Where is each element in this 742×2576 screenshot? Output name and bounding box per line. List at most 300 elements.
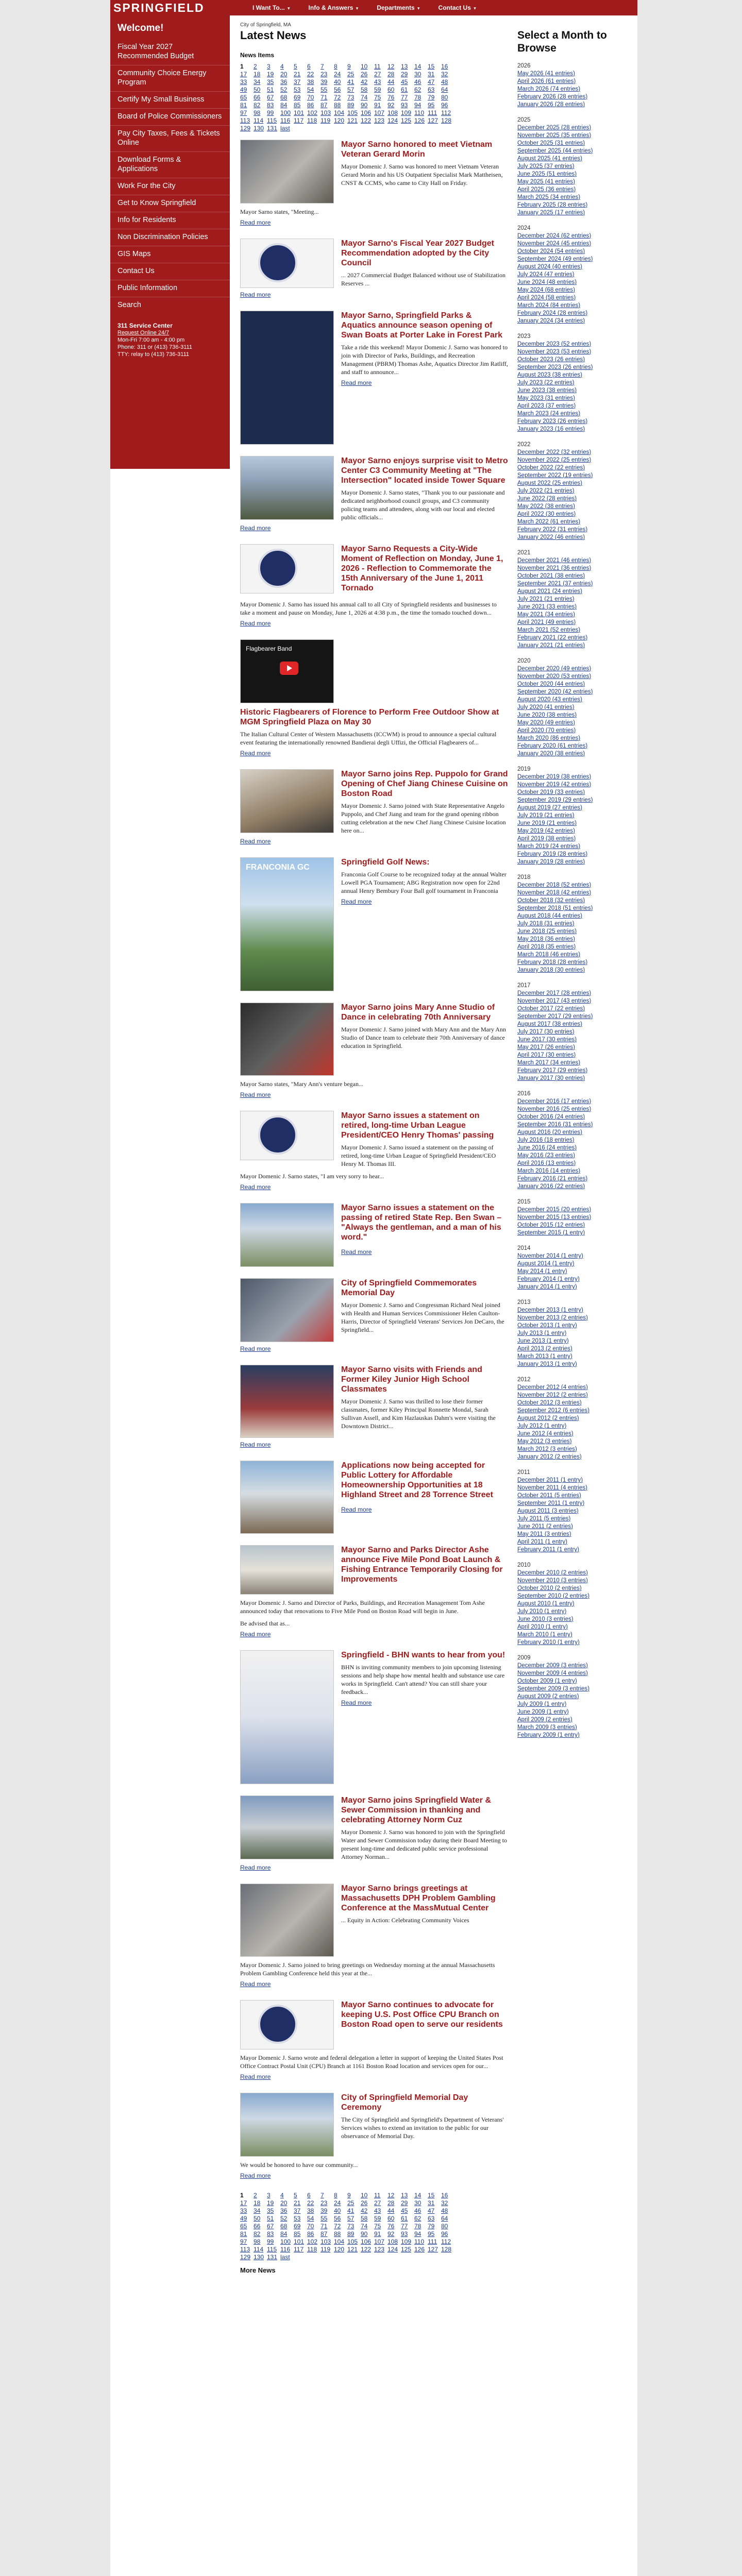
pager-page-link[interactable]: 87 — [321, 2230, 328, 2238]
more-news-link[interactable]: More News — [240, 2266, 276, 2274]
pager-page-link[interactable]: 70 — [307, 2223, 314, 2230]
pager-page-link[interactable]: 130 — [254, 2253, 264, 2261]
news-photo[interactable] — [240, 1461, 334, 1534]
archive-month-link[interactable]: February 2018 (28 entries) — [517, 959, 588, 965]
pager-page-link[interactable]: 53 — [294, 86, 301, 93]
pager-page-link[interactable]: 84 — [280, 101, 288, 109]
archive-month-link[interactable]: December 2012 (4 entries) — [517, 1384, 588, 1391]
pager-page-link[interactable]: 72 — [334, 2223, 341, 2230]
archive-month-link[interactable]: November 2011 (4 entries) — [517, 1485, 587, 1491]
pager-page-link[interactable]: 59 — [374, 2215, 381, 2222]
sidebar-item-get-to-know[interactable]: Get to Know Springfield — [110, 195, 230, 212]
archive-month-link[interactable]: June 2023 (38 entries) — [517, 387, 577, 394]
news-photo[interactable] — [240, 769, 334, 833]
pager-page-link[interactable]: 12 — [387, 63, 395, 70]
pager-page-link[interactable]: 34 — [254, 2207, 261, 2214]
archive-month-link[interactable]: December 2017 (28 entries) — [517, 990, 592, 996]
pager-page-link[interactable]: 124 — [387, 117, 398, 124]
archive-month-link[interactable]: February 2022 (31 entries) — [517, 527, 588, 533]
archive-month-link[interactable]: September 2016 (31 entries) — [517, 1122, 593, 1128]
pager-page-link[interactable]: 99 — [267, 109, 274, 116]
pager-page-link[interactable]: 21 — [294, 2199, 301, 2207]
pager-page-link[interactable]: 51 — [267, 86, 274, 93]
pager-page-link[interactable]: 19 — [267, 2199, 274, 2207]
archive-month-link[interactable]: July 2016 (18 entries) — [517, 1137, 575, 1143]
pager-page-link[interactable]: 89 — [347, 101, 355, 109]
pager-page-link[interactable]: 12 — [387, 2192, 395, 2199]
archive-month-link[interactable]: September 2010 (2 entries) — [517, 1593, 590, 1599]
archive-month-link[interactable]: October 2009 (1 entry) — [517, 1678, 577, 1684]
news-title[interactable]: Mayor Sarno issues a statement on retired, long-time Urban League President/CEO Henry Thomas' passing — [341, 1111, 494, 1140]
archive-month-link[interactable]: May 2014 (1 entry) — [517, 1268, 567, 1275]
archive-month-link[interactable]: November 2009 (4 entries) — [517, 1670, 588, 1676]
pager-page-link[interactable]: 66 — [254, 94, 261, 101]
pager-page-link[interactable]: 2 — [254, 2192, 257, 2199]
read-more-link[interactable]: Read more — [240, 620, 271, 627]
archive-month-link[interactable]: November 2012 (2 entries) — [517, 1392, 588, 1398]
pager-page-link[interactable]: 32 — [441, 2199, 448, 2207]
pager-page-link[interactable]: 45 — [401, 78, 408, 86]
pager-page-link[interactable]: 55 — [321, 86, 328, 93]
archive-month-link[interactable]: August 2010 (1 entry) — [517, 1601, 575, 1607]
archive-month-link[interactable]: August 2023 (38 entries) — [517, 372, 582, 378]
archive-month-link[interactable]: June 2010 (3 entries) — [517, 1616, 574, 1622]
pager-page-link[interactable]: 53 — [294, 2215, 301, 2222]
pager-page-link[interactable]: 81 — [240, 101, 247, 109]
pager-page-link[interactable]: 48 — [441, 2207, 448, 2214]
pager-page-link[interactable]: 44 — [387, 78, 395, 86]
pager-page-link[interactable]: 60 — [387, 2215, 395, 2222]
archive-month-link[interactable]: September 2015 (1 entry) — [517, 1230, 585, 1236]
archive-month-link[interactable]: December 2009 (3 entries) — [517, 1663, 588, 1669]
pager-page-link[interactable]: 78 — [414, 94, 421, 101]
pager-page-link[interactable]: 83 — [267, 101, 274, 109]
pager-page-link[interactable]: 81 — [240, 2230, 247, 2238]
pager-page-link[interactable]: 11 — [374, 63, 381, 70]
pager-page-link[interactable]: 130 — [254, 125, 264, 132]
archive-month-link[interactable]: October 2019 (33 entries) — [517, 789, 585, 795]
pager-page-link[interactable]: 95 — [428, 101, 435, 109]
archive-month-link[interactable]: February 2014 (1 entry) — [517, 1276, 580, 1282]
pager-page-link[interactable]: 79 — [428, 2223, 435, 2230]
video-thumbnail[interactable] — [240, 639, 334, 703]
pager-page-link[interactable]: 8 — [334, 63, 338, 70]
pager-page-link[interactable]: 46 — [414, 78, 421, 86]
site-logo[interactable]: SPRINGFIELD — [113, 1, 205, 14]
pager-page-link[interactable]: 16 — [441, 2192, 448, 2199]
pager-page-link[interactable]: 91 — [374, 2230, 381, 2238]
archive-month-link[interactable]: November 2017 (43 entries) — [517, 998, 592, 1004]
pager-page-link[interactable]: 76 — [387, 2223, 395, 2230]
pager-page-link[interactable]: 38 — [307, 2207, 314, 2214]
archive-month-link[interactable]: November 2016 (25 entries) — [517, 1106, 592, 1112]
pager-page-link[interactable]: 57 — [347, 86, 355, 93]
news-photo[interactable] — [240, 1650, 334, 1784]
news-title[interactable]: Mayor Sarno joins Rep. Puppolo for Grand Opening of Chef Jiang Chinese Cuisine on Boston Road — [341, 770, 508, 798]
pager-page-link[interactable]: 100 — [280, 109, 291, 116]
news-title[interactable]: Springfield - BHN wants to hear from you! — [341, 1651, 505, 1659]
sidebar-item-info-residents[interactable]: Info for Residents — [110, 212, 230, 229]
pager-page-link[interactable]: 100 — [280, 2238, 291, 2245]
pager-page-link[interactable]: 67 — [267, 2223, 274, 2230]
archive-month-link[interactable]: February 2009 (1 entry) — [517, 1732, 580, 1738]
sidebar-item-download-forms[interactable]: Download Forms & Applications — [110, 151, 230, 178]
pager-page-link[interactable]: 93 — [401, 101, 408, 109]
pager-page-link[interactable]: 39 — [321, 78, 328, 86]
pager-page-link[interactable]: 33 — [240, 78, 247, 86]
pager-page-link[interactable]: 109 — [401, 2238, 412, 2245]
sidebar-item-gis-maps[interactable]: GIS Maps — [110, 246, 230, 263]
pager-page-link[interactable]: 62 — [414, 2215, 421, 2222]
archive-month-link[interactable]: November 2019 (42 entries) — [517, 782, 592, 788]
pager-page-link[interactable]: 116 — [280, 117, 291, 124]
pager-page-link[interactable]: 40 — [334, 2207, 341, 2214]
archive-month-link[interactable]: December 2018 (52 entries) — [517, 882, 592, 888]
archive-month-link[interactable]: November 2013 (2 entries) — [517, 1315, 588, 1321]
archive-month-link[interactable]: July 2021 (21 entries) — [517, 596, 575, 602]
pager-page-link[interactable]: 51 — [267, 2215, 274, 2222]
pager-last-link[interactable]: last — [280, 125, 290, 132]
pager-page-link[interactable]: 113 — [240, 2246, 250, 2253]
pager-page-link[interactable]: 127 — [428, 117, 439, 124]
archive-month-link[interactable]: June 2017 (30 entries) — [517, 1037, 577, 1043]
pager-last-link[interactable]: last — [280, 2253, 290, 2261]
archive-month-link[interactable]: August 2016 (20 entries) — [517, 1129, 582, 1136]
sidebar-item-search[interactable]: Search — [110, 297, 230, 314]
archive-month-link[interactable]: October 2023 (26 entries) — [517, 357, 585, 363]
archive-month-link[interactable]: May 2026 (41 entries) — [517, 71, 575, 77]
archive-month-link[interactable]: October 2020 (44 entries) — [517, 681, 585, 687]
news-photo[interactable] — [240, 1545, 334, 1595]
pager-page-link[interactable]: 74 — [361, 94, 368, 101]
archive-month-link[interactable]: April 2010 (1 entry) — [517, 1624, 568, 1630]
pager-page-link[interactable]: 117 — [294, 2246, 304, 2253]
pager-page-link[interactable]: 94 — [414, 101, 421, 109]
archive-month-link[interactable]: July 2022 (21 entries) — [517, 488, 575, 494]
archive-month-link[interactable]: October 2010 (2 entries) — [517, 1585, 582, 1591]
archive-month-link[interactable]: January 2023 (16 entries) — [517, 426, 585, 432]
archive-month-link[interactable]: November 2020 (53 entries) — [517, 673, 592, 680]
pager-page-link[interactable]: 9 — [347, 2192, 351, 2199]
pager-page-link[interactable]: 85 — [294, 2230, 301, 2238]
archive-month-link[interactable]: July 2009 (1 entry) — [517, 1701, 567, 1707]
sidebar-item-fy2027-budget[interactable]: Fiscal Year 2027 Recommended Budget — [117, 43, 194, 60]
archive-month-link[interactable]: September 2009 (3 entries) — [517, 1686, 590, 1692]
pager-page-link[interactable]: 31 — [428, 71, 435, 78]
news-title[interactable]: Mayor Sarno, Springfield Parks & Aquatics announce season opening of Swan Boats at Porter Lake in Forest Park — [341, 311, 502, 340]
read-more-link[interactable]: Read more — [240, 1345, 271, 1352]
read-more-link[interactable]: Read more — [341, 1506, 372, 1513]
archive-month-link[interactable]: June 2016 (24 entries) — [517, 1145, 577, 1151]
archive-month-link[interactable]: February 2016 (21 entries) — [517, 1176, 588, 1182]
pager-page-link[interactable]: 103 — [321, 2238, 331, 2245]
pager-page-link[interactable]: 105 — [347, 2238, 358, 2245]
pager-page-link[interactable]: 90 — [361, 101, 368, 109]
news-photo[interactable] — [240, 2093, 334, 2157]
pager-page-link[interactable]: 126 — [414, 2246, 425, 2253]
pager-page-link[interactable]: 20 — [280, 2199, 288, 2207]
pager-page-link[interactable]: 111 — [428, 2238, 437, 2245]
pager-page-link[interactable]: 3 — [267, 63, 271, 70]
archive-month-link[interactable]: April 2025 (36 entries) — [517, 187, 576, 193]
pager-page-link[interactable]: 5 — [294, 2192, 297, 2199]
archive-month-link[interactable]: June 2013 (1 entry) — [517, 1338, 569, 1344]
news-photo[interactable] — [240, 1795, 334, 1859]
archive-month-link[interactable]: September 2020 (42 entries) — [517, 689, 593, 695]
sidebar-item-certify-small-business[interactable]: Certify My Small Business — [110, 91, 230, 108]
pager-page-link[interactable]: 131 — [267, 125, 278, 132]
nav-i-want-to[interactable] — [243, 0, 299, 15]
pager-page-link[interactable]: 78 — [414, 2223, 421, 2230]
news-title[interactable]: Springfield Golf News: — [341, 858, 430, 867]
pager-page-link[interactable]: 30 — [414, 71, 421, 78]
archive-month-link[interactable]: September 2017 (29 entries) — [517, 1013, 593, 1020]
pager-page-link[interactable]: 113 — [240, 117, 250, 124]
archive-month-link[interactable]: January 2021 (21 entries) — [517, 642, 585, 649]
archive-month-link[interactable]: July 2020 (41 entries) — [517, 704, 575, 710]
pager-page-link[interactable]: 26 — [361, 71, 368, 78]
pager-page-link[interactable]: 34 — [254, 78, 261, 86]
archive-month-link[interactable]: May 2020 (49 entries) — [517, 720, 575, 726]
read-more-link[interactable]: Read more — [240, 838, 271, 845]
news-title[interactable]: Mayor Sarno brings greetings at Massachusetts DPH Problem Gambling Conference at the MassMutual Center — [341, 1884, 496, 1912]
news-photo[interactable] — [240, 1003, 334, 1076]
pager-page-link[interactable]: 36 — [280, 2207, 288, 2214]
pager-page-link[interactable]: 98 — [254, 109, 261, 116]
pager-page-link[interactable]: 83 — [267, 2230, 274, 2238]
pager-page-link[interactable]: 6 — [307, 63, 311, 70]
archive-month-link[interactable]: December 2023 (52 entries) — [517, 341, 592, 347]
pager-page-link[interactable]: 4 — [280, 2192, 284, 2199]
pager-page-link[interactable]: 74 — [361, 2223, 368, 2230]
news-title[interactable]: Historic Flagbearers of Florence to Perform Free Outdoor Show at MGM Springfield Plaza on May 30 — [240, 708, 499, 726]
archive-month-link[interactable]: August 2025 (41 entries) — [517, 156, 582, 162]
pager-page-link[interactable]: 95 — [428, 2230, 435, 2238]
news-title[interactable]: City of Springfield Commemorates Memorial Day — [341, 1279, 477, 1297]
archive-month-link[interactable]: April 2019 (38 entries) — [517, 836, 576, 842]
pager-page-link[interactable]: 92 — [387, 101, 395, 109]
pager-page-link[interactable]: 128 — [441, 2246, 452, 2253]
archive-month-link[interactable]: October 2016 (24 entries) — [517, 1114, 585, 1120]
pager-page-link[interactable]: 88 — [334, 101, 341, 109]
pager-page-link[interactable]: 42 — [361, 2207, 368, 2214]
pager-page-link[interactable]: 122 — [361, 2246, 372, 2253]
pager-page-link[interactable]: 58 — [361, 2215, 368, 2222]
pager-page-link[interactable]: 6 — [307, 2192, 311, 2199]
pager-page-link[interactable]: 54 — [307, 2215, 314, 2222]
archive-month-link[interactable]: July 2010 (1 entry) — [517, 1608, 567, 1615]
pager-page-link[interactable]: 71 — [321, 94, 328, 101]
pager-page-link[interactable]: 87 — [321, 101, 328, 109]
archive-month-link[interactable]: February 2025 (28 entries) — [517, 202, 588, 208]
pager-page-link[interactable]: 13 — [401, 63, 408, 70]
archive-month-link[interactable]: May 2022 (38 entries) — [517, 503, 575, 510]
pager-page-link[interactable]: 80 — [441, 2223, 448, 2230]
pager-page-link[interactable]: 101 — [294, 2238, 305, 2245]
pager-page-link[interactable]: 41 — [347, 2207, 355, 2214]
pager-page-link[interactable]: 40 — [334, 78, 341, 86]
archive-month-link[interactable]: December 2020 (49 entries) — [517, 666, 592, 672]
pager-page-link[interactable]: 77 — [401, 2223, 408, 2230]
archive-month-link[interactable]: November 2021 (36 entries) — [517, 565, 592, 571]
nav-contact-us[interactable] — [429, 0, 485, 15]
pager-page-link[interactable]: 86 — [307, 101, 314, 109]
pager-page-link[interactable]: 123 — [374, 117, 385, 124]
pager-page-link[interactable]: 112 — [441, 2238, 451, 2245]
news-title[interactable]: Mayor Sarno and Parks Director Ashe announce Five Mile Pond Boat Launch & Fishing Entrance Temporarily Closing for Improvements — [341, 1546, 503, 1584]
pager-page-link[interactable]: 122 — [361, 117, 372, 124]
archive-month-link[interactable]: October 2012 (3 entries) — [517, 1400, 582, 1406]
read-more-link[interactable]: Read more — [341, 1248, 372, 1256]
service-request-link[interactable]: Request Online 24/7 — [117, 330, 170, 336]
pager-page-link[interactable]: 20 — [280, 71, 288, 78]
archive-month-link[interactable]: January 2022 (46 entries) — [517, 534, 585, 540]
pager-page-link[interactable]: 61 — [401, 86, 408, 93]
archive-month-link[interactable]: August 2012 (2 entries) — [517, 1415, 579, 1421]
pager-page-link[interactable]: 19 — [267, 71, 274, 78]
pager-page-link[interactable]: 4 — [280, 63, 284, 70]
pager-page-link[interactable]: 86 — [307, 2230, 314, 2238]
archive-month-link[interactable]: September 2021 (37 entries) — [517, 581, 593, 587]
pager-page-link[interactable]: 47 — [428, 78, 435, 86]
news-title[interactable]: Mayor Sarno continues to advocate for keeping U.S. Post Office CPU Branch on Boston Road open to serve our residents — [341, 2001, 503, 2029]
pager-page-link[interactable]: 102 — [307, 109, 318, 116]
archive-month-link[interactable]: December 2016 (17 entries) — [517, 1098, 592, 1105]
sidebar-item-work-for-city[interactable]: Work For the City — [110, 178, 230, 195]
news-photo[interactable] — [240, 1111, 334, 1160]
pager-page-link[interactable]: 65 — [240, 94, 247, 101]
archive-month-link[interactable]: March 2010 (1 entry) — [517, 1632, 572, 1638]
read-more-link[interactable]: Read more — [341, 898, 372, 905]
pager-page-link[interactable]: 125 — [401, 117, 412, 124]
sidebar-item-public-information[interactable]: Public Information — [110, 280, 230, 297]
archive-month-link[interactable]: May 2011 (3 entries) — [517, 1531, 571, 1537]
archive-month-link[interactable]: September 2011 (1 entry) — [517, 1500, 585, 1506]
archive-month-link[interactable]: February 2010 (1 entry) — [517, 1639, 580, 1646]
pager-page-link[interactable]: 15 — [428, 2192, 435, 2199]
pager-page-link[interactable]: 129 — [240, 2253, 251, 2261]
pager-page-link[interactable]: 75 — [374, 2223, 381, 2230]
read-more-link[interactable]: Read more — [341, 379, 372, 386]
sidebar-item-pay-taxes[interactable]: Pay City Taxes, Fees & Tickets Online — [110, 125, 230, 151]
pager-page-link[interactable]: 67 — [267, 94, 274, 101]
pager-page-link[interactable]: 121 — [347, 117, 358, 124]
pager-page-link[interactable]: 5 — [294, 63, 297, 70]
archive-month-link[interactable]: July 2017 (30 entries) — [517, 1029, 575, 1035]
pager-page-link[interactable]: 115 — [267, 117, 277, 124]
play-icon[interactable] — [280, 662, 298, 675]
pager-page-link[interactable]: 119 — [321, 117, 331, 124]
pager-page-link[interactable]: 36 — [280, 78, 288, 86]
archive-month-link[interactable]: April 2009 (2 entries) — [517, 1717, 572, 1723]
pager-page-link[interactable]: 3 — [267, 2192, 271, 2199]
archive-month-link[interactable]: May 2023 (31 entries) — [517, 395, 575, 401]
pager-page-link[interactable]: 108 — [387, 109, 398, 116]
pager-page-link[interactable]: 101 — [294, 109, 305, 116]
pager-page-link[interactable]: 27 — [374, 71, 381, 78]
pager-page-link[interactable]: 30 — [414, 2199, 421, 2207]
pager-page-link[interactable]: 106 — [361, 2238, 372, 2245]
archive-month-link[interactable]: July 2023 (22 entries) — [517, 380, 575, 386]
archive-month-link[interactable]: October 2015 (12 entries) — [517, 1222, 585, 1228]
news-photo[interactable] — [240, 456, 334, 520]
pager-page-link[interactable]: 24 — [334, 2199, 341, 2207]
sidebar-item-non-discrimination[interactable]: Non Discrimination Policies — [110, 229, 230, 246]
archive-month-link[interactable]: September 2025 (44 entries) — [517, 148, 593, 154]
news-title[interactable]: Mayor Sarno's Fiscal Year 2027 Budget Recommendation adopted by the City Council — [341, 239, 494, 267]
pager-page-link[interactable]: 99 — [267, 2238, 274, 2245]
archive-month-link[interactable]: November 2025 (35 entries) — [517, 132, 592, 139]
sidebar-item-community-choice-energy[interactable]: Community Choice Energy Program — [110, 65, 230, 91]
archive-month-link[interactable]: August 2022 (25 entries) — [517, 480, 582, 486]
pager-page-link[interactable]: 23 — [321, 71, 328, 78]
pager-page-link[interactable]: 94 — [414, 2230, 421, 2238]
pager-page-link[interactable]: 16 — [441, 63, 448, 70]
archive-month-link[interactable]: December 2015 (20 entries) — [517, 1207, 592, 1213]
pager-page-link[interactable]: 126 — [414, 117, 425, 124]
archive-month-link[interactable]: February 2011 (1 entry) — [517, 1547, 579, 1553]
archive-month-link[interactable]: September 2022 (19 entries) — [517, 472, 593, 479]
archive-month-link[interactable]: April 2017 (30 entries) — [517, 1052, 576, 1058]
news-photo[interactable] — [240, 2000, 334, 2049]
pager-page-link[interactable]: 92 — [387, 2230, 395, 2238]
pager-page-link[interactable]: 15 — [428, 63, 435, 70]
archive-month-link[interactable]: May 2016 (23 entries) — [517, 1153, 575, 1159]
pager-page-link[interactable]: 1 — [240, 63, 244, 70]
pager-page-link[interactable]: 73 — [347, 2223, 355, 2230]
pager-page-link[interactable]: 59 — [374, 86, 381, 93]
pager-page-link[interactable]: 11 — [374, 2192, 381, 2199]
pager-page-link[interactable]: 27 — [374, 2199, 381, 2207]
pager-page-link[interactable]: 35 — [267, 78, 274, 86]
archive-month-link[interactable]: November 2022 (25 entries) — [517, 457, 592, 463]
pager-page-link[interactable]: 42 — [361, 78, 368, 86]
pager-page-link[interactable]: 96 — [441, 2230, 448, 2238]
pager-page-link[interactable]: 68 — [280, 94, 288, 101]
read-more-link[interactable]: Read more — [240, 524, 271, 532]
pager-page-link[interactable]: 104 — [334, 2238, 345, 2245]
archive-month-link[interactable]: March 2018 (46 entries) — [517, 952, 581, 958]
pager-page-link[interactable]: 57 — [347, 2215, 355, 2222]
archive-month-link[interactable]: April 2023 (37 entries) — [517, 403, 576, 409]
archive-month-link[interactable]: June 2021 (33 entries) — [517, 604, 577, 610]
archive-month-link[interactable]: November 2010 (3 entries) — [517, 1578, 588, 1584]
pager-page-link[interactable]: 69 — [294, 94, 301, 101]
read-more-link[interactable]: Read more — [240, 1441, 271, 1448]
archive-month-link[interactable]: September 2018 (51 entries) — [517, 905, 593, 911]
pager-page-link[interactable]: 25 — [347, 2199, 355, 2207]
read-more-link[interactable]: Read more — [240, 219, 271, 226]
pager-page-link[interactable]: 107 — [374, 2238, 385, 2245]
archive-month-link[interactable]: February 2020 (61 entries) — [517, 743, 588, 749]
archive-month-link[interactable]: June 2025 (51 entries) — [517, 171, 577, 177]
pager-page-link[interactable]: 13 — [401, 2192, 408, 2199]
archive-month-link[interactable]: February 2021 (22 entries) — [517, 635, 588, 641]
archive-month-link[interactable]: December 2019 (38 entries) — [517, 774, 592, 780]
pager-page-link[interactable]: 55 — [321, 2215, 328, 2222]
archive-month-link[interactable]: March 2017 (34 entries) — [517, 1060, 581, 1066]
pager-page-link[interactable]: 63 — [428, 86, 435, 93]
archive-month-link[interactable]: August 2009 (2 entries) — [517, 1693, 579, 1700]
news-title[interactable]: Applications now being accepted for Public Lottery for Affordable Homeownership Opportunities at 18 Highland Street and 28 Torrence Street — [341, 1461, 493, 1499]
pager-page-link[interactable]: 114 — [254, 2246, 264, 2253]
breadcrumb[interactable]: City of Springfield, MA — [240, 22, 291, 28]
archive-month-link[interactable]: January 2025 (17 entries) — [517, 210, 585, 216]
archive-month-link[interactable]: March 2025 (34 entries) — [517, 194, 581, 200]
pager-page-link[interactable]: 48 — [441, 78, 448, 86]
pager-page-link[interactable]: 17 — [240, 2199, 247, 2207]
pager-page-link[interactable]: 107 — [374, 109, 385, 116]
